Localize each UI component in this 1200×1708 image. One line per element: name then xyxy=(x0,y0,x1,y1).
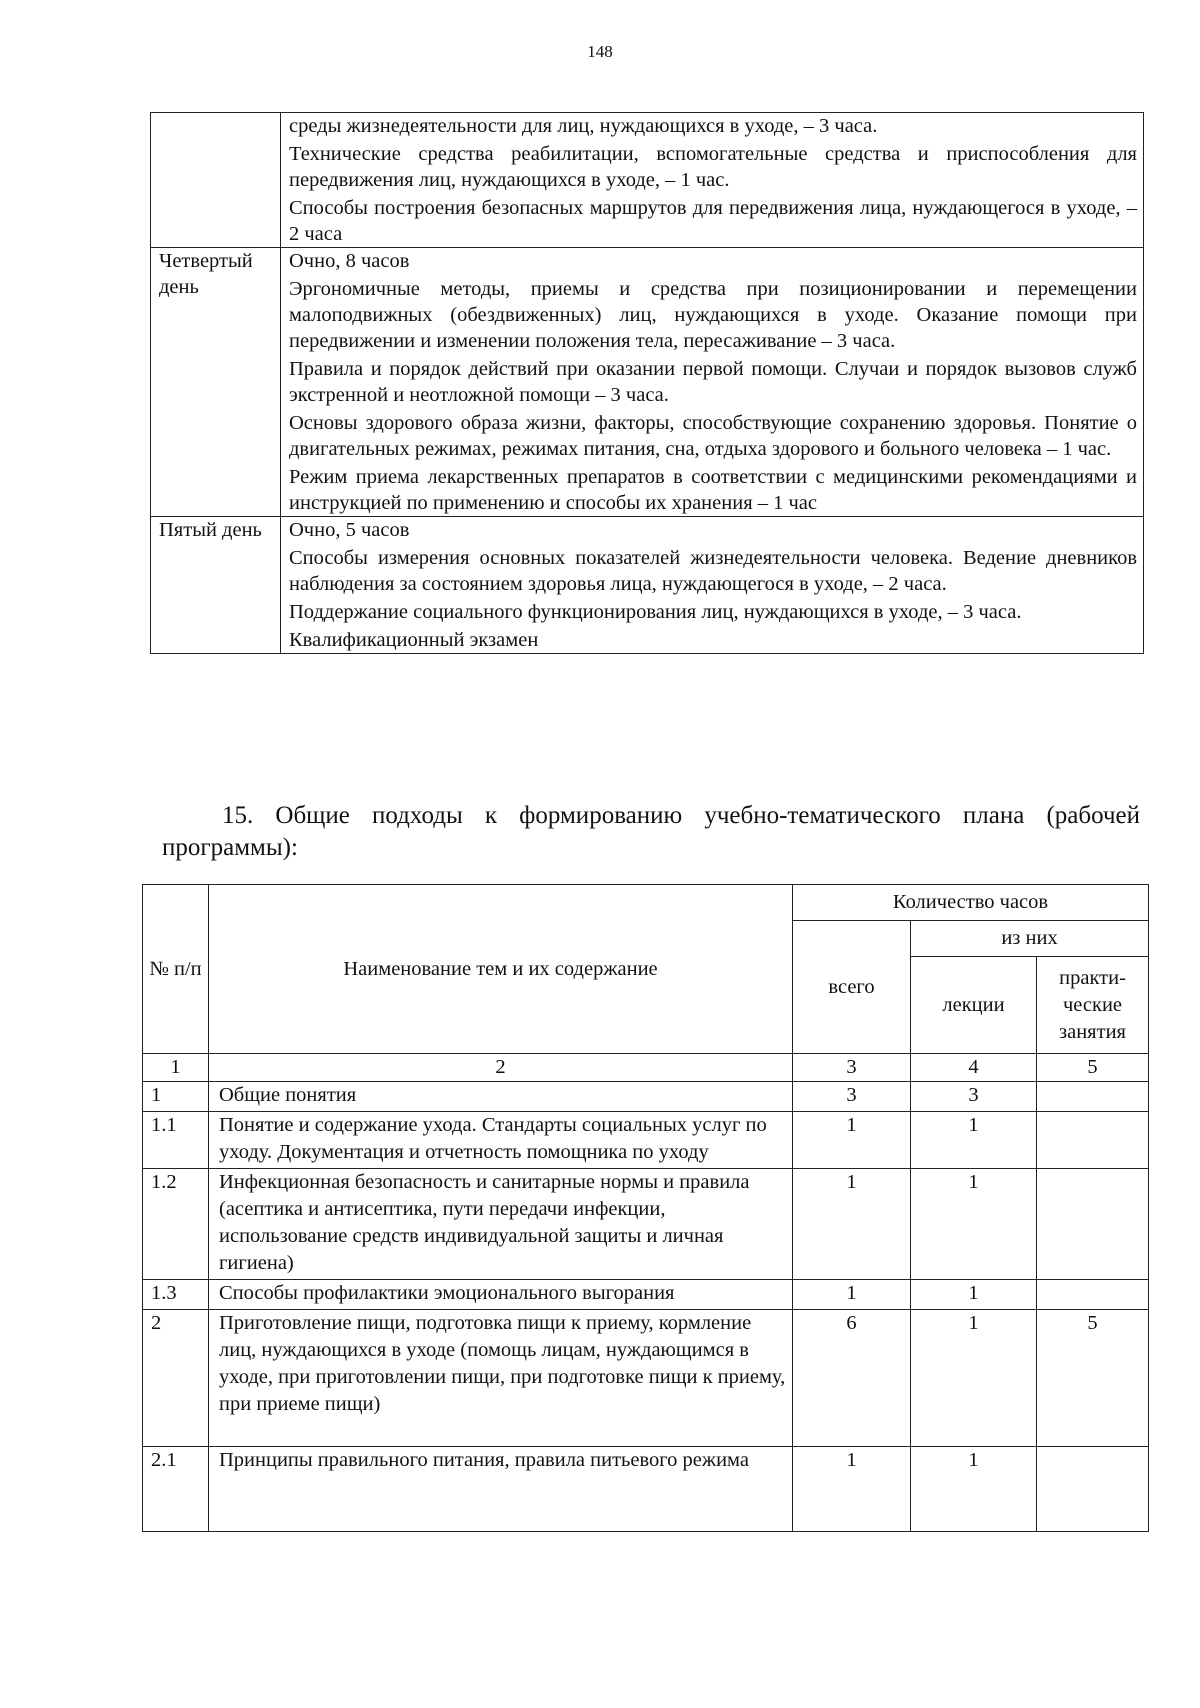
table-row xyxy=(143,1447,1149,1532)
column-index: 2 xyxy=(209,1054,793,1082)
row-topic: Приготовление пищи, подготовка пищи к приему, кормление лиц, нуждающихся в уходе (помощь лицам, нуждающимся в уходе, при приготовлении пищи, при подготовке пищи к приему, при приеме пищи) xyxy=(209,1310,793,1447)
schedule-paragraph: Правила и порядок действий при оказании первой помощи. Случаи и порядок вызовов служб экстренной и неотложной помощи – 3 часа. xyxy=(289,358,1137,406)
row-practical xyxy=(1037,1447,1149,1532)
header-lectures: лекции xyxy=(911,957,1037,1054)
table-row xyxy=(143,1082,1149,1112)
header-topic: Наименование тем и их содержание xyxy=(209,885,793,1054)
row-number: 1.2 xyxy=(143,1169,209,1280)
row-number: 1 xyxy=(143,1082,209,1112)
row-number: 1.3 xyxy=(143,1280,209,1310)
table-row xyxy=(143,1112,1149,1169)
table-row xyxy=(143,1169,1149,1280)
header-hours: Количество часов xyxy=(793,885,1149,921)
schedule-day xyxy=(151,113,281,248)
schedule-day: Четвертый день xyxy=(151,248,281,517)
schedule-paragraph: Поддержание социального функционирования лиц, нуждающихся в уходе, – 3 часа. xyxy=(289,601,1022,623)
header-practical: практи-ческие занятия xyxy=(1037,957,1149,1054)
schedule-paragraph: Основы здорового образа жизни, факторы, способствующие сохранению здоровья. Понятие о двигательных режимах, режимах питания, сна, отдыха здорового и больного человека – 1 час. xyxy=(289,412,1137,460)
row-number: 1.1 xyxy=(143,1112,209,1169)
column-index: 1 xyxy=(143,1054,209,1082)
schedule-row xyxy=(151,517,1144,654)
section-heading: 15. Общие подходы к формированию учебно-тематического плана (рабочей программы): xyxy=(162,802,1140,861)
column-index: 3 xyxy=(793,1054,911,1082)
column-index: 4 xyxy=(911,1054,1037,1082)
row-lectures: 1 xyxy=(911,1112,1037,1169)
schedule-paragraph: среды жизнедеятельности для лиц, нуждающихся в уходе, – 3 часа. xyxy=(289,115,878,137)
row-practical: 5 xyxy=(1037,1310,1149,1447)
row-total: 1 xyxy=(793,1280,911,1310)
header-number: № п/п xyxy=(143,885,209,1054)
row-lectures: 1 xyxy=(911,1169,1037,1280)
schedule-content xyxy=(281,113,1144,248)
header-total: всего xyxy=(793,921,911,1054)
schedule-content xyxy=(281,248,1144,517)
curriculum-header-row xyxy=(143,885,1149,921)
schedule-content xyxy=(281,517,1144,654)
schedule-paragraph: Очно, 8 часов xyxy=(289,250,410,272)
schedule-paragraph: Способы измерения основных показателей жизнедеятельности человека. Ведение дневников наблюдения за состоянием здоровья лица, нуждающегося в уходе, – 2 часа. xyxy=(289,547,1137,595)
schedule-table xyxy=(150,112,1144,654)
row-total: 6 xyxy=(793,1310,911,1447)
row-lectures: 1 xyxy=(911,1310,1037,1447)
column-index: 5 xyxy=(1037,1054,1149,1082)
row-topic: Инфекционная безопасность и санитарные нормы и правила (асептика и антисептика, пути передачи инфекции, использование средств индивидуальной защиты и личная гигиена) xyxy=(209,1169,793,1280)
row-total: 1 xyxy=(793,1447,911,1532)
schedule-paragraph: Эргономичные методы, приемы и средства при позиционировании и перемещении малоподвижных (обездвиженных) лиц, нуждающихся в уходе. Оказание помощи при передвижении и изменении положения тела, пересаживание – 3 часа. xyxy=(289,278,1137,352)
column-index-row xyxy=(143,1054,1149,1082)
row-practical xyxy=(1037,1169,1149,1280)
schedule-row xyxy=(151,113,1144,248)
schedule-paragraph: Очно, 5 часов xyxy=(289,519,410,541)
row-topic: Понятие и содержание ухода. Стандарты социальных услуг по уходу. Документация и отчетность помощника по уходу xyxy=(209,1112,793,1169)
row-total: 3 xyxy=(793,1082,911,1112)
row-topic: Принципы правильного питания, правила питьевого режима xyxy=(209,1447,793,1532)
schedule-day: Пятый день xyxy=(151,517,281,654)
row-number: 2.1 xyxy=(143,1447,209,1532)
row-topic: Способы профилактики эмоционального выгорания xyxy=(209,1280,793,1310)
row-total: 1 xyxy=(793,1169,911,1280)
row-total: 1 xyxy=(793,1112,911,1169)
row-lectures: 3 xyxy=(911,1082,1037,1112)
page-number: 148 xyxy=(587,42,613,61)
row-practical xyxy=(1037,1082,1149,1112)
schedule-paragraph: Технические средства реабилитации, вспомогательные средства и приспособления для передвижения лиц, нуждающихся в уходе, – 1 час. xyxy=(289,143,1137,191)
header-of-which: из них xyxy=(911,921,1149,957)
table-row xyxy=(143,1310,1149,1447)
row-lectures: 1 xyxy=(911,1447,1037,1532)
table-row xyxy=(143,1280,1149,1310)
curriculum-table xyxy=(142,884,1149,1532)
row-number: 2 xyxy=(143,1310,209,1447)
row-practical xyxy=(1037,1280,1149,1310)
schedule-paragraph: Режим приема лекарственных препаратов в соответствии с медицинскими рекомендациями и инструкцией по применению и способы их хранения – 1 час xyxy=(289,466,1137,514)
schedule-row xyxy=(151,248,1144,517)
row-lectures: 1 xyxy=(911,1280,1037,1310)
row-topic: Общие понятия xyxy=(209,1082,793,1112)
row-practical xyxy=(1037,1112,1149,1169)
schedule-paragraph: Способы построения безопасных маршрутов для передвижения лица, нуждающегося в уходе, – 2 часа xyxy=(289,197,1137,245)
schedule-paragraph: Квалификационный экзамен xyxy=(289,629,539,651)
